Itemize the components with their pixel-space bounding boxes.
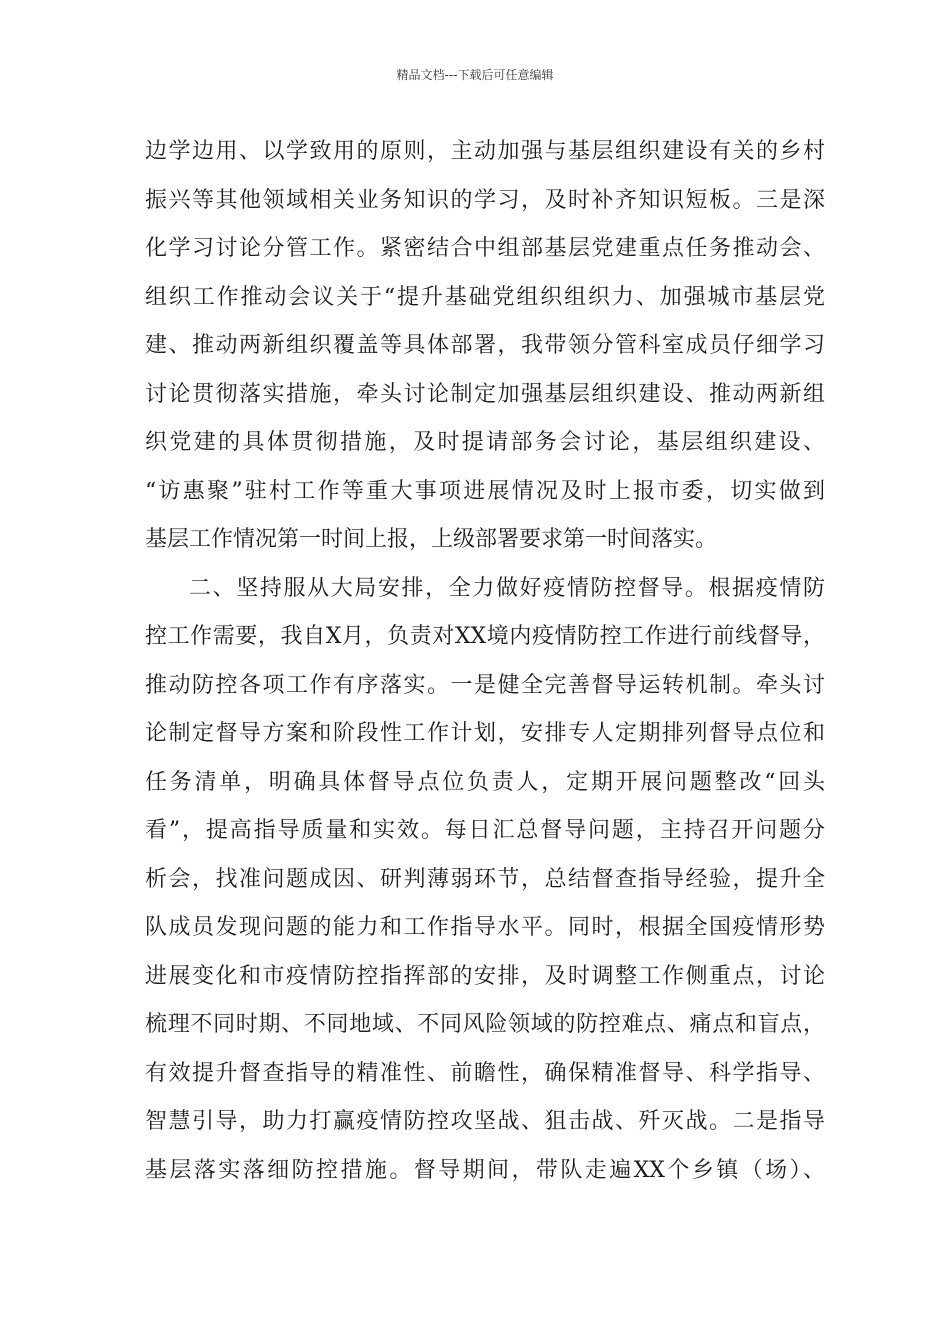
text-line: 看”，提高指导质量和实效。每日汇总督导问题，主持召开问题分	[145, 818, 825, 843]
text-line: 振兴等其他领域相关业务知识的学习，及时补齐知识短板。三是深	[145, 187, 825, 213]
text-line: 基层落实落细防控措施。督导期间，带队走遍XX个乡镇（场）、	[145, 1157, 825, 1183]
text-line: 论制定督导方案和阶段性工作计划，安排专人定期排列督导点位和	[145, 721, 825, 746]
text-line: 建、推动两新组织覆盖等具体部署，我带领分管科室成员仔细学习	[145, 333, 825, 358]
text-line: “访惠聚”驻村工作等重大事项进展情况及时上报市委，切实做到	[145, 478, 825, 504]
text-line: 推动防控各项工作有序落实。一是健全完善督导运转机制。牵头讨	[145, 672, 825, 698]
page-header: 精品文档---下载后可任意编辑	[396, 68, 554, 82]
text-line: 析会，找准问题成因、研判薄弱环节，总结督查指导经验，提升全	[145, 866, 825, 892]
text-line: 基层工作情况第一时间上报，上级部署要求第一时间落实。	[145, 527, 718, 552]
text-line: 队成员发现问题的能力和工作指导水平。同时，根据全国疫情形势	[145, 915, 825, 940]
text-line: 化学习讨论分管工作。紧密结合中组部基层党建重点任务推动会、	[145, 236, 825, 261]
text-line: 织党建的具体贯彻措施，及时提请部务会讨论，基层组织建设、	[145, 430, 825, 455]
text-line: 边学边用、以学致用的原则，主动加强与基层组织建设有关的乡村	[145, 139, 825, 164]
text-line: 智慧引导，助力打赢疫情防控攻坚战、狙击战、歼灭战。二是指导	[145, 1109, 825, 1134]
text-line: 控工作需要，我自X月，负责对XX境内疫情防控工作进行前线督导，	[145, 624, 825, 649]
text-line: 二、坚持服从大局安排，全力做好疫情防控督导。根据疫情防	[189, 575, 825, 601]
text-line: 任务清单，明确具体督导点位负责人，定期开展问题整改“回头	[145, 769, 825, 795]
document-body	[145, 132, 825, 1199]
text-line: 梳理不同时期、不同地域、不同风险领域的防控难点、痛点和盲点，	[145, 1012, 825, 1037]
text-line: 进展变化和市疫情防控指挥部的安排，及时调整工作侧重点，讨论	[145, 963, 825, 989]
text-line: 组织工作推动会议关于“提升基础党组织组织力、加强城市基层党	[145, 284, 825, 310]
text-line: 有效提升督查指导的精准性、前瞻性，确保精准督导、科学指导、	[145, 1060, 825, 1086]
text-line: 讨论贯彻落实措施，牵头讨论制定加强基层组织建设、推动两新组	[145, 381, 825, 407]
